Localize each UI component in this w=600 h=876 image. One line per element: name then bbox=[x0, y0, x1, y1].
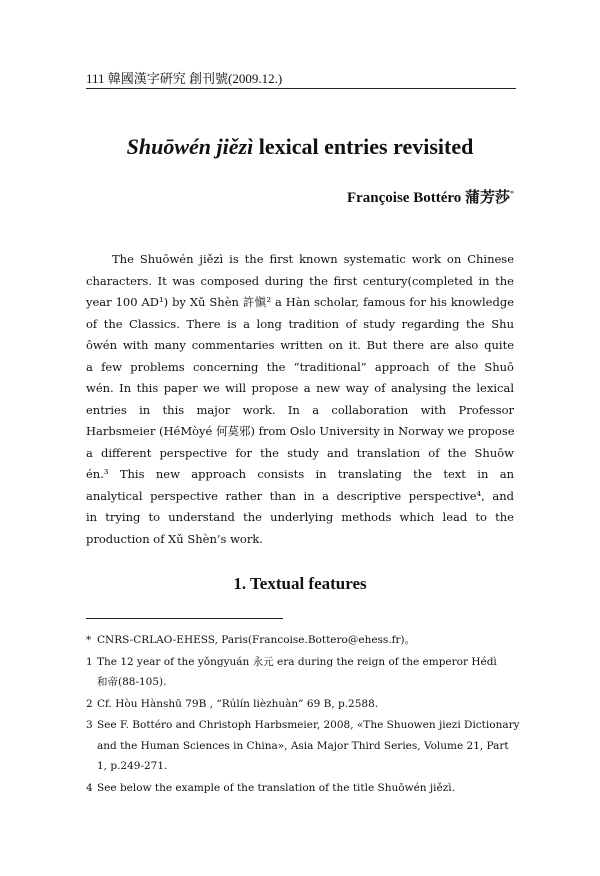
body-line: production of Xǔ Shèn’s work. bbox=[86, 531, 263, 546]
footnote-mark: 4 bbox=[86, 781, 93, 794]
body-paragraph bbox=[86, 249, 514, 550]
footnote-mark: * bbox=[86, 634, 92, 646]
title-italic-part: Shuōwén jiězì bbox=[126, 134, 254, 159]
author-line bbox=[347, 186, 514, 207]
footnote-mark: 2 bbox=[86, 697, 93, 710]
section-heading: 1. Textual features bbox=[233, 574, 367, 593]
body-line: entries in this major work. In a collaboration with Professor bbox=[86, 402, 514, 417]
footnote-3 bbox=[86, 715, 520, 777]
header-rule bbox=[86, 88, 516, 89]
body-line: characters. It was composed during the first century(completed in the bbox=[86, 273, 514, 288]
body-line: The Shuōwén jiězì is the first known systematic work on Chinese bbox=[112, 252, 514, 266]
body-line: a few problems concerning the “traditional” approach of the Shuō bbox=[86, 359, 514, 374]
footnote-2 bbox=[86, 694, 516, 715]
body-line: analytical perspective rather than in a descriptive perspective⁴, and bbox=[86, 488, 514, 503]
footnote-text: See F. Bottéro and Christoph Harbsmeier, 2008, «The Shuowen jiezi Dictionary bbox=[97, 719, 520, 731]
title-rest: lexical entries revisited bbox=[253, 134, 474, 159]
body-line: wén. In this paper we will propose a new way of analysing the lexical bbox=[86, 381, 514, 395]
footnote-rule bbox=[86, 618, 283, 619]
running-head: 111 韓國漢字硏究 創刊號(2009.12.) bbox=[86, 71, 283, 86]
footnote-author-affiliation bbox=[86, 630, 516, 651]
footnote-mark: 3 bbox=[86, 719, 93, 731]
footnote-mark: 1 bbox=[86, 655, 93, 668]
footnote-text: CNRS-CRLAO-EHESS, Paris(Francoise.Bottero@ehess.fr)。 bbox=[97, 634, 416, 646]
footnote-text: 1, p.249-271. bbox=[97, 760, 168, 772]
body-line: a different perspective for the study and translation of the Shuōw bbox=[86, 445, 514, 460]
footnote-text: The 12 year of the yǒngyuán 永元 era during the reign of the emperor Hédì bbox=[97, 655, 497, 668]
footnote-1 bbox=[86, 652, 516, 693]
body-line: year 100 AD¹) by Xǔ Shèn 許愼² a Hàn scholar, famous for his knowledge bbox=[86, 295, 514, 309]
footnote-text: See below the example of the translation of the title Shuōwén jiězì. bbox=[97, 781, 455, 794]
footnote-text: Cf. Hòu Hànshū 79B , “Rúlín lièzhuàn” 69 B, p.2588. bbox=[97, 697, 379, 710]
body-line: Harbsmeier (HéMòyé 何莫邪) from Oslo University in Norway we propose bbox=[86, 424, 515, 438]
body-line: of the Classics. There is a long tradition of study regarding the Shu bbox=[86, 316, 514, 331]
author-name: Françoise Bottéro 蒲芳莎 bbox=[346, 190, 510, 206]
footnote-text: and the Human Sciences in China», Asia Major Third Series, Volume 21, Part bbox=[97, 739, 509, 752]
footnote-4 bbox=[86, 778, 516, 799]
body-line: én.³ This new approach consists in translating the text in an bbox=[86, 467, 514, 481]
body-line: ōwén with many commentaries written on it. But there are also quite bbox=[86, 338, 514, 352]
footnote-text: 和帝(88-105). bbox=[97, 676, 167, 688]
article-title bbox=[0, 134, 600, 160]
author-footnote-mark: * bbox=[510, 189, 514, 198]
footnotes bbox=[86, 630, 520, 799]
body-line: in trying to understand the underlying methods which lead to the bbox=[86, 510, 514, 524]
